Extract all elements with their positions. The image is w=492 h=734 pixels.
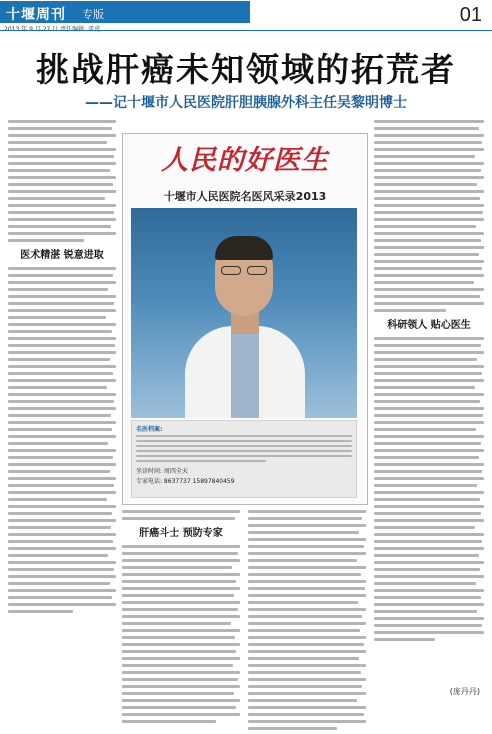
feature-title: 人民的好医生 — [161, 145, 329, 176]
masthead-rule — [0, 30, 492, 31]
section-heading: 肝癌斗士 预防专家 — [139, 528, 223, 539]
hair — [215, 236, 273, 260]
article-subtitle: ——记十堰市人民医院肝胆胰腺外科主任吴黎明博士 — [85, 95, 407, 111]
left-column — [8, 120, 116, 617]
article-headline: 挑战肝癌未知领域的拓荒者 — [36, 50, 456, 89]
newspaper-logo: 十堰周刊 — [6, 7, 66, 23]
author-byline: (庞丹丹) — [449, 687, 480, 696]
doctor-profile-box — [131, 420, 357, 498]
masthead-bar — [0, 1, 250, 23]
section-label: 专版 — [82, 8, 104, 21]
profile-label: 名医档案: — [136, 426, 163, 433]
middle-column-2 — [248, 510, 366, 734]
feature-subtitle: 十堰市人民医院名医风采录2013 — [163, 190, 327, 203]
right-column — [374, 120, 484, 645]
date-line — [4, 24, 100, 33]
expert-phone: 专家电话: 8637737 15897840459 — [136, 478, 235, 485]
middle-column-1 — [122, 510, 240, 727]
doctor-portrait — [131, 208, 357, 418]
section-heading: 科研领人 贴心医生 — [387, 320, 471, 331]
masthead — [0, 0, 492, 30]
shirt — [231, 328, 259, 418]
feature-box — [122, 133, 368, 505]
section-heading: 医术精湛 锐意进取 — [20, 250, 104, 261]
glasses-icon — [219, 266, 269, 276]
clinic-hours: 坐诊时间: 周四全天 — [136, 468, 188, 475]
page-number: 01 — [459, 4, 482, 26]
